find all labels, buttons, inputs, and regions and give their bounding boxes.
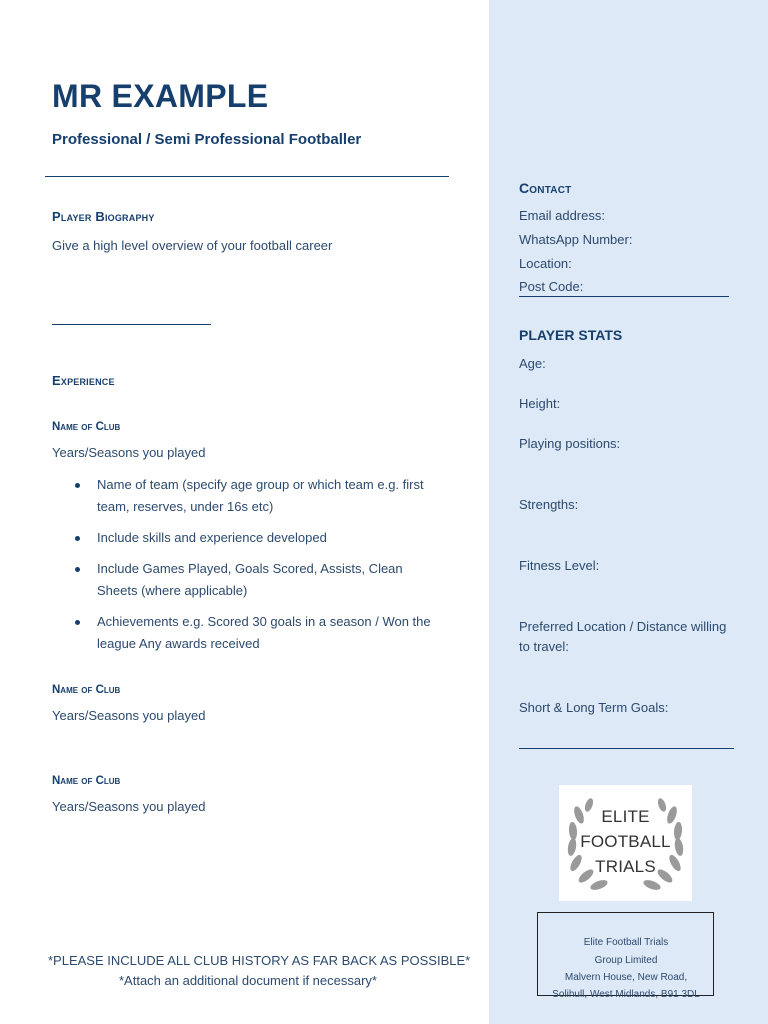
positions-label: Playing positions: [519,436,621,451]
address-box [537,912,714,1000]
address-line: Group Limited [594,955,658,966]
stats-divider [519,748,734,749]
age-label: Age: [519,356,546,371]
logo [559,785,692,901]
contact-heading: Contact [519,180,572,196]
attach-document-note: *Attach an additional document if necessary* [119,973,377,988]
club-history-note: *PLEASE INCLUDE ALL CLUB HISTORY AS FAR BACK AS POSSIBLE* [48,953,471,968]
preferred-location-label: Preferred Location / Distance willing to travel: [519,619,727,654]
club-years: Years/Seasons you played [52,708,206,723]
club-name: Name of Club [52,684,121,696]
goals-label: Short & Long Term Goals: [519,700,669,715]
list-item: Name of team (specify age group or which team e.g. first team, reserves, under 16s etc) [75,474,435,518]
biography-heading: Player Biography [52,209,155,224]
address-line: Malvern House, New Road, [564,972,688,983]
biography-divider [52,324,211,325]
experience-heading: Experience [52,373,115,388]
postcode-label: Post Code: [519,279,584,294]
list-item: Include Games Played, Goals Scored, Assists, Clean Sheets (where applicable) [75,558,435,602]
biography-text: Give a high level overview of your football career [52,238,333,253]
club-details-list [75,474,435,664]
player-name: MR EXAMPLE [52,78,269,114]
email-label: Email address: [519,208,605,223]
logo-line: FOOTBALL [580,832,671,851]
strengths-label: Strengths: [519,497,579,512]
player-role: Professional / Semi Professional Footballer [52,131,362,148]
logo-line: TRIALS [595,857,656,876]
logo-line: ELITE [601,807,650,826]
club-years: Years/Seasons you played [52,799,206,814]
bullet-icon [75,620,80,625]
header-divider [45,176,449,177]
contact-divider [519,296,729,297]
height-label: Height: [519,396,561,411]
list-item: Include skills and experience developed [75,527,435,549]
address-line: Solihull, West Midlands, B91 3DL [552,989,700,1000]
address-line: Elite Football Trials [583,937,669,948]
bullet-icon [75,483,80,488]
club-name: Name of Club [52,775,121,787]
whatsapp-label: WhatsApp Number: [519,232,633,247]
fitness-label: Fitness Level: [519,558,600,573]
location-label: Location: [519,256,572,271]
club-name: Name of Club [52,421,121,433]
club-years: Years/Seasons you played [52,445,206,460]
list-item: Achievements e.g. Scored 30 goals in a season / Won the league Any awards received [75,611,435,655]
bullet-icon [75,567,80,572]
bullet-icon [75,536,80,541]
stats-heading: PLAYER STATS [519,327,623,343]
